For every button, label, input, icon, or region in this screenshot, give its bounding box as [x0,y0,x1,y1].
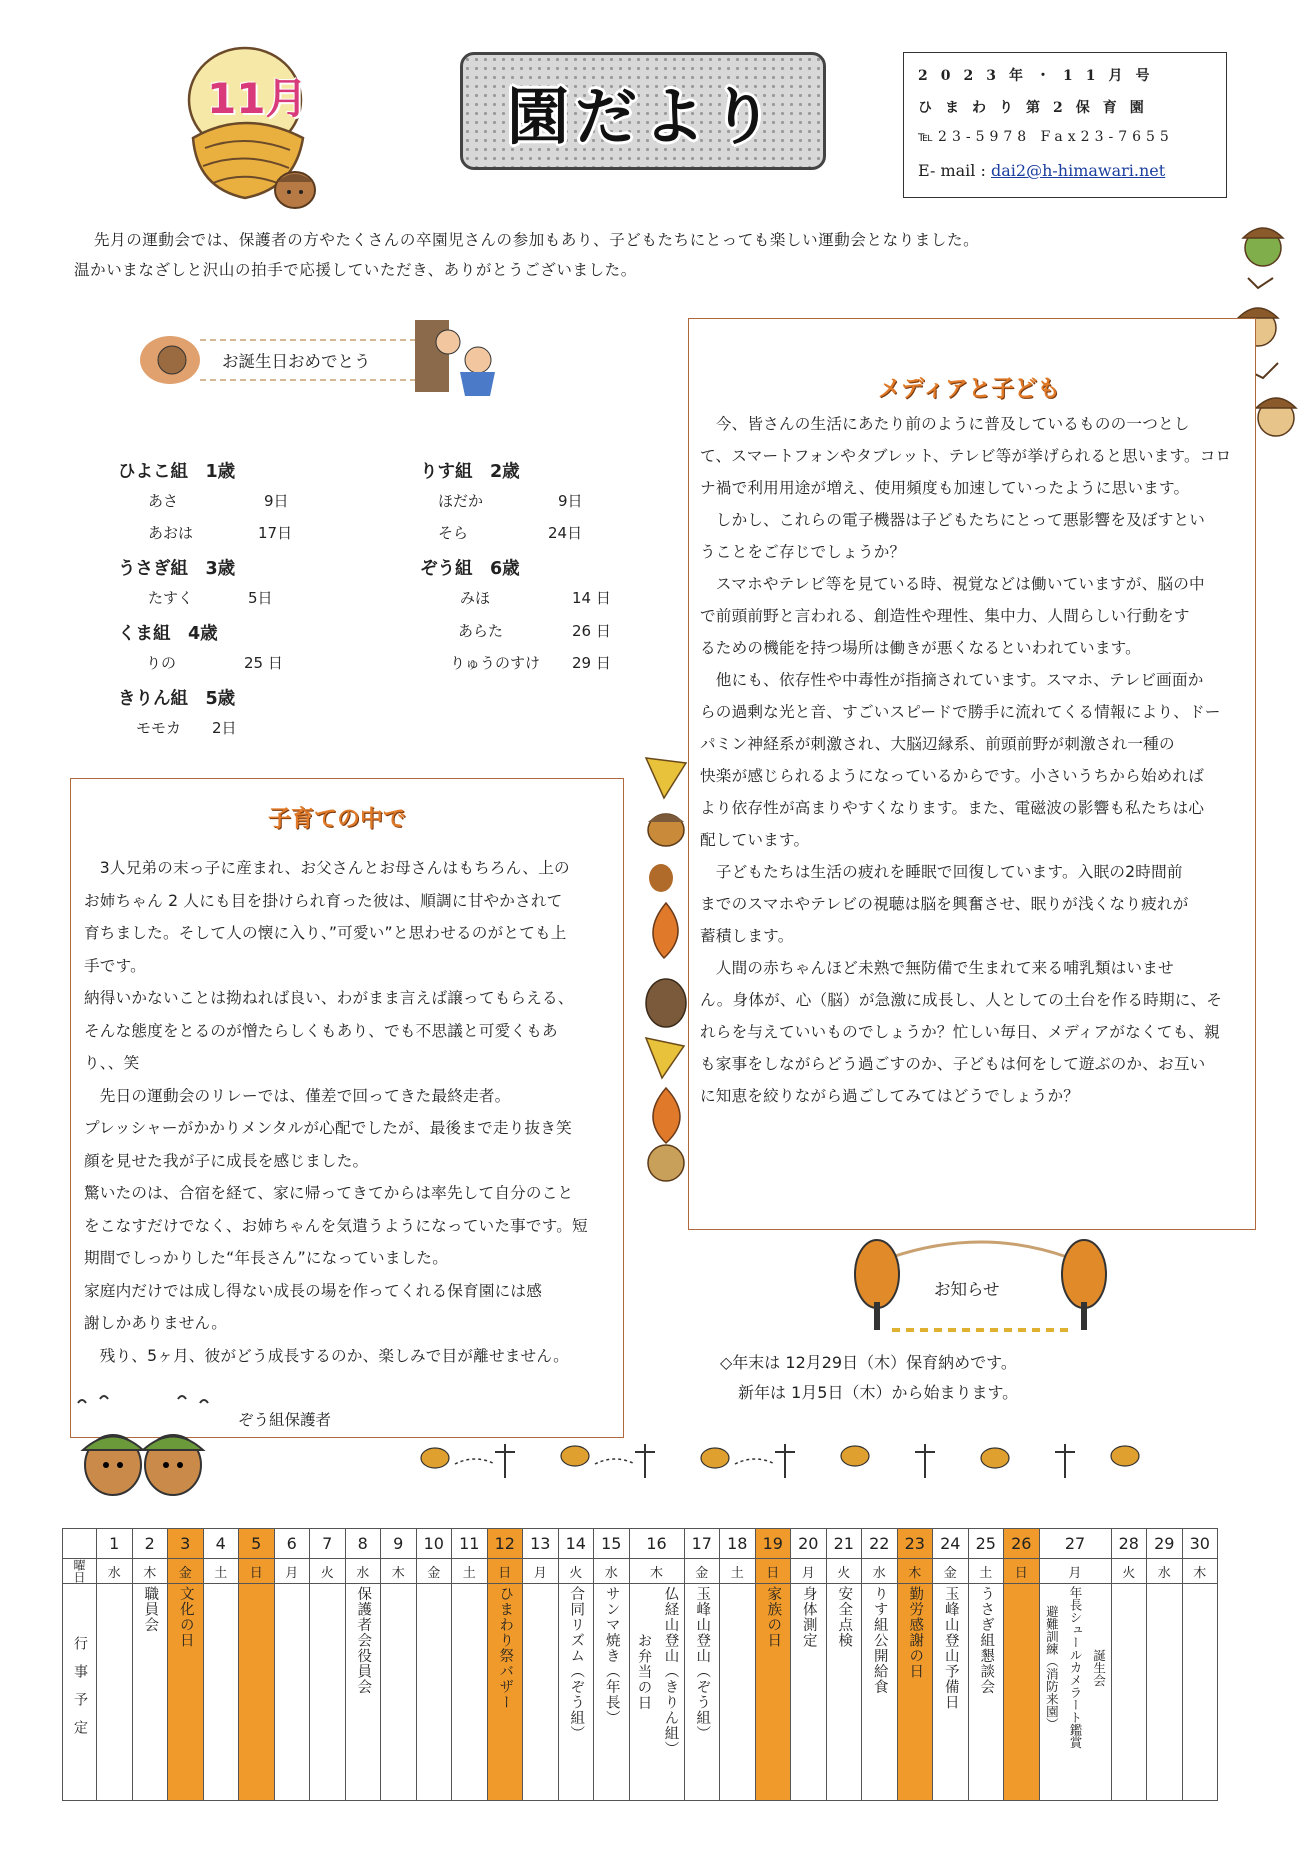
notice-title: お知らせ [934,1280,1000,1299]
parenting-text-line: 3人兄弟の末っ子に産まれ、お父さんとお母さんはもちろん、上の [84,859,570,877]
email-row [918,161,1216,180]
calendar-weekday-cell: 土 [720,1559,756,1584]
newsletter-title-box [460,52,826,170]
calendar-event-cell [791,1584,827,1801]
calendar-weekday-cell: 水 [345,1559,381,1584]
notice-line-2: 新年は 1月5日（木）から始まります。 [738,1383,1019,1402]
calendar-day-cell: 8 [345,1529,381,1559]
calendar-day-cell: 5 [239,1529,275,1559]
calendar-event-text: ひまわり祭バザー [497,1586,514,1710]
calendar-day-cell: 26 [1004,1529,1040,1559]
parenting-text-line: 期間でしっかりした“年長さん”になっていました。 [84,1249,449,1267]
media-text-line: うことをご存じでしょうか？ [700,543,906,561]
calendar-weekday-cell: 火 [826,1559,862,1584]
calendar-event-text: 玉峰山登山予備日 [942,1586,959,1710]
parenting-text-line: 残り、5ヶ月、彼がどう成長するのか、楽しみで目が離せません。 [84,1346,569,1365]
calendar-event-cell [523,1584,559,1801]
calendar-weekday-cell: 木 [897,1559,933,1584]
media-text-line: 配しています。 [700,831,810,849]
calendar-event-cell [897,1584,933,1801]
media-text-line: より依存性が高まりやすくなります。また、電磁波の影響も私たちは心 [700,799,1205,817]
media-text-line: ナ禍で利用用途が増え、使用頻度も加速していったように思います。 [700,479,1190,497]
calendar-day-cell: 17 [684,1529,720,1559]
calendar-event-text: 安全点検 [836,1586,853,1648]
calendar-day-cell: 1 [97,1529,133,1559]
child-day: 26 日 [572,622,611,640]
child-day: 14 日 [572,589,611,607]
calendar-day-cell: 9 [381,1529,417,1559]
group-kuma: くま組 4歳 [118,624,218,644]
birthday-banner-title: お誕生日おめでとう [222,352,371,371]
calendar-day-cell: 23 [897,1529,933,1559]
calendar-event-cell [203,1584,239,1801]
calendar-day-cell: 20 [791,1529,827,1559]
parenting-text-line: 家庭内だけでは成し得ない成長の場を作ってくれる保育園には感 [84,1281,543,1300]
calendar-weekday-cell: 水 [1147,1559,1183,1584]
calendar-event-cell [720,1584,756,1801]
calendar-day-cell: 16 [629,1529,684,1559]
parenting-text-line: 顔を見せた我が子に成長を感じました。 [84,1151,369,1170]
parenting-text-line: 手です。 [84,956,146,975]
calendar-event-cell [168,1584,204,1801]
calendar-event-text: 文化の日 [177,1586,194,1648]
calendar-event-cell [862,1584,898,1801]
child-day: 24日 [548,524,583,542]
calendar-weekday-cell: 木 [1182,1559,1218,1584]
calendar-weekday-cell: 土 [203,1559,239,1584]
media-title: メディアと子ども [878,376,1061,402]
calendar-day-cell: 27 [1039,1529,1111,1559]
calendar-weekday-cell: 月 [274,1559,310,1584]
organization-name: ひまわり第2保育園 [918,100,1157,116]
parenting-text-line: をこなすだけでなく、お姉ちゃんを気遣うようになっていた事です。短 [84,1216,588,1235]
calendar-weekday-cell: 水 [594,1559,630,1584]
month-badge [185,38,320,213]
child-day: 2日 [212,719,237,737]
media-text-line: れらを与えていいものでしょうか？忙しい毎日、メディアがなくても、親 [700,1023,1220,1041]
calendar-day-cell: 24 [933,1529,969,1559]
parenting-text-line: り、、笑 [84,1054,140,1072]
calendar-table [62,1528,1218,1801]
calendar-event-row [63,1584,1218,1801]
calendar-event-cell [1111,1584,1147,1801]
child-name: みほ [460,589,491,607]
group-zou: ぞう組 6歳 [420,559,520,579]
media-text-line: スマホやテレビ等を見ている時、視覚などは働いていますが、脳の中 [700,575,1205,593]
birthday-banner [130,320,510,398]
calendar-day-cell: 22 [862,1529,898,1559]
issue-date: 2023年・11月号 [918,68,1163,84]
parenting-text-line: 先日の運動会のリレーでは、僅差で回ってきた最終走者。 [84,1086,511,1105]
calendar-weekday-cell: 火 [310,1559,346,1584]
media-text-line: 今、皆さんの生活にあたり前のように普及しているものの一つとし [700,415,1190,433]
calendar-event-cell [755,1584,791,1801]
media-text-line: 人間の赤ちゃんほど未熟で無防備で生まれて来る哺乳類はいませ [700,959,1174,977]
calendar-event-text: 身体測定 [800,1586,817,1648]
calendar-event-cell [1039,1584,1111,1801]
calendar-weekday-cell: 火 [1111,1559,1147,1584]
calendar-event-text: うさぎ組懇談会 [978,1586,995,1695]
calendar-event-text: 年長シュールカメラート鑑賞 [1067,1586,1083,1749]
calendar-weekday-cell: 金 [168,1559,204,1584]
calendar-day-cell: 29 [1147,1529,1183,1559]
calendar-event-text: 仏経山登山（きりん組） [662,1586,679,1757]
child-name: あおは [148,524,194,542]
child-name: ほだか [438,492,484,510]
calendar-event-cell [933,1584,969,1801]
child-day: 9日 [558,492,583,510]
autumn-leaves-column-icon [636,748,696,1188]
calendar-day-cell: 15 [594,1529,630,1559]
calendar-event-cell [629,1584,684,1801]
newsletter-title: 園だより [506,79,779,153]
group-risu: りす組 2歳 [420,462,520,482]
parenting-text-line: 育ちました。そして人の懐に入り、”可愛い”と思わせるのがとても上 [84,924,567,942]
calendar-event-text: 合同リズム（ぞう組） [568,1586,585,1741]
calendar-weekday-cell: 月 [523,1559,559,1584]
calendar-weekday-cell: 火 [558,1559,594,1584]
calendar-event-cell [345,1584,381,1801]
calendar-day-cell: 21 [826,1529,862,1559]
calendar-event-cell [1004,1584,1040,1801]
calendar-day-cell: 2 [132,1529,168,1559]
calendar-day-cell: 4 [203,1529,239,1559]
media-text-line: までのスマホやテレビの視聴は脳を興奮させ、眠りが浅くなり疲れが [700,895,1189,913]
media-text-line: 他にも、依存性や中毒性が指摘されています。スマホ、テレビ画面か [700,671,1204,689]
leaf-border-icon [405,1434,1165,1480]
media-text-line: らの過剰な光と音、すごいスピードで勝手に流れてくる情報により、ドー [700,703,1221,721]
child-name: りゅうのすけ [450,654,541,672]
calendar-event-cell [97,1584,133,1801]
calendar-weekday-cell: 木 [381,1559,417,1584]
calendar-event-text: お弁当の日 [635,1632,652,1710]
calendar-day-cell: 19 [755,1529,791,1559]
calendar-event-cell [239,1584,275,1801]
media-text-line: パミン神経系が刺激され、大脳辺縁系、前頭前野が刺激され一種の [700,735,1175,753]
media-text-line: 快楽が感じられるようになっているからです。小さいうちから始めれば [700,767,1204,785]
child-name: りの [146,654,177,672]
parenting-text-line: プレッシャーがかかりメンタルが心配でしたが、最後まで走り抜き笑 [84,1119,572,1137]
calendar-event-text: 避難訓練（消防来園） [1044,1604,1060,1730]
media-text-line: も家事をしながらどう過ごすのか、子どもは何をして遊ぶのか、お互い [700,1055,1206,1073]
calendar-weekday-cell: 日 [239,1559,275,1584]
month-label: 11月 [207,74,308,123]
calendar-event-cell [558,1584,594,1801]
calendar-event-text: 家族の日 [765,1586,782,1648]
child-name: あさ [148,492,179,510]
calendar-day-row [63,1529,1218,1559]
phone-fax: ℡23-5978 Fax23-7655 [918,129,1174,145]
intro-line-2: 温かいまなざしと沢山の拍手で応援していただき、ありがとうございました。 [74,261,637,279]
parenting-title: 子育ての中で [268,806,406,832]
parenting-text-line: そんな態度をとるのが憎たらしくもあり、でも不思議と可愛くもあ [84,1021,558,1040]
weekday-label: 曜日 [72,1559,86,1583]
events-row-label [63,1584,97,1801]
calendar-weekday-cell: 月 [791,1559,827,1584]
calendar-weekday-cell: 土 [452,1559,488,1584]
calendar-weekday-cell: 金 [684,1559,720,1584]
calendar-event-text: りす組公開給食 [871,1586,888,1695]
media-text-line: て、スマートフォンやタブレット、テレビ等が挙げられると思います。コロ [700,447,1232,465]
calendar-day-cell: 30 [1182,1529,1218,1559]
child-name: そら [438,524,469,542]
calendar-day-cell: 28 [1111,1529,1147,1559]
email-label: E- mail : [918,161,991,180]
calendar-day-cell: 10 [416,1529,452,1559]
calendar-event-text: 誕生会 [1091,1648,1107,1686]
calendar-weekday-cell: 日 [487,1559,523,1584]
calendar-day-cell: 12 [487,1529,523,1559]
child-day: 9日 [264,492,289,510]
calendar-day-cell: 11 [452,1529,488,1559]
parenting-text-line: 謝しかありません。 [84,1314,228,1332]
group-usagi: うさぎ組 3歳 [118,559,236,579]
calendar-event-cell [968,1584,1004,1801]
child-day: 25 日 [244,654,283,672]
calendar-day-cell: 14 [558,1529,594,1559]
calendar-day-cell: 3 [168,1529,204,1559]
calendar-event-cell [1147,1584,1183,1801]
weekday-row-label [63,1559,97,1584]
child-day: 5日 [248,589,273,607]
calendar-weekday-cell: 金 [416,1559,452,1584]
calendar-day-cell: 18 [720,1529,756,1559]
media-text-line: 蓄積します。 [700,927,794,945]
calendar-day-cell: 13 [523,1529,559,1559]
issue-info-box [903,52,1227,198]
calendar-event-cell [310,1584,346,1801]
calendar-weekday-cell: 水 [862,1559,898,1584]
parenting-text-line: 驚いたのは、合宿を経て、家に帰ってきてからは率先して自分のこと [84,1184,574,1202]
calendar-event-text: 勤労感謝の日 [907,1586,924,1679]
calendar-event-cell [381,1584,417,1801]
calendar-weekday-cell: 日 [755,1559,791,1584]
calendar-event-text: サンマ焼き（年長） [603,1586,620,1726]
calendar-event-cell [274,1584,310,1801]
media-text-line: るための機能を持つ場所は働きが悪くなるといわれています。 [700,639,1141,657]
calendar-event-cell [416,1584,452,1801]
calendar-event-cell [452,1584,488,1801]
calendar-weekday-cell: 月 [1039,1559,1111,1584]
calendar-event-text: 職員会 [142,1586,159,1633]
calendar-weekday-cell: 土 [968,1559,1004,1584]
child-day: 17日 [258,524,293,542]
child-name: モモカ [136,719,182,737]
parenting-text-line: 納得いかないことは拗ねれば良い、わがまま言えば譲ってもらえる、 [84,989,574,1007]
intro-line-1: 先月の運動会では、保護者の方やたくさんの卒園児さんの参加もあり、子どもたちにとっても楽しい運動会となりました。 [94,231,980,249]
calendar-event-cell [487,1584,523,1801]
calendar-event-text: 保護者会役員会 [355,1586,372,1695]
events-label: 行事予定 [72,1636,88,1748]
calendar-event-cell [1182,1584,1218,1801]
child-day: 29 日 [572,654,611,672]
group-hiyoko: ひよこ組 1歳 [118,462,236,482]
calendar-event-cell [684,1584,720,1801]
media-text-line: で前頭前野と言われる、創造性や理性、集中力、人間らしい行動をす [700,607,1190,625]
child-name: たすく [148,589,194,607]
calendar-weekday-cell: 木 [132,1559,168,1584]
acorn-characters-icon [68,1395,218,1503]
calendar-weekday-cell: 水 [97,1559,133,1584]
calendar-day-cell: 25 [968,1529,1004,1559]
calendar-day-cell: 7 [310,1529,346,1559]
media-text-line: 子どもたちは生活の疲れを睡眠で回復しています。入眠の2時間前 [700,863,1183,881]
parenting-text-line: お姉ちゃん 2 人にも目を掛けられ育った彼は、順調に甘やかされて [84,891,563,910]
calendar-weekday-cell: 木 [629,1559,684,1584]
calendar-weekday-cell: 金 [933,1559,969,1584]
calendar-event-cell [594,1584,630,1801]
parenting-signature: ぞう組保護者 [238,1411,332,1429]
calendar-day-cell: 6 [274,1529,310,1559]
calendar-corner [63,1529,97,1559]
notice-line-1: ◇年末は 12月29日（木）保育納めです。 [720,1353,1017,1372]
group-kirin: きりん組 5歳 [118,689,236,709]
media-text-line: ん。身体が、心（脳）が急激に成長し、人としての土台を作る時期に、そ [700,991,1223,1009]
calendar-event-cell [132,1584,168,1801]
calendar-weekday-cell: 日 [1004,1559,1040,1584]
email-link[interactable]: dai2@h-himawari.net [990,161,1166,180]
child-name: あらた [458,622,504,640]
calendar-event-text: 玉峰山登山（ぞう組） [694,1586,711,1741]
media-text-line: しかし、これらの電子機器は子どもたちにとって悪影響を及ぼすとい [700,511,1206,529]
calendar-weekday-row [63,1559,1218,1584]
media-text-line: に知恵を絞りながら過ごしてみてはどうでしょうか？ [700,1087,1080,1105]
calendar-event-cell [826,1584,862,1801]
